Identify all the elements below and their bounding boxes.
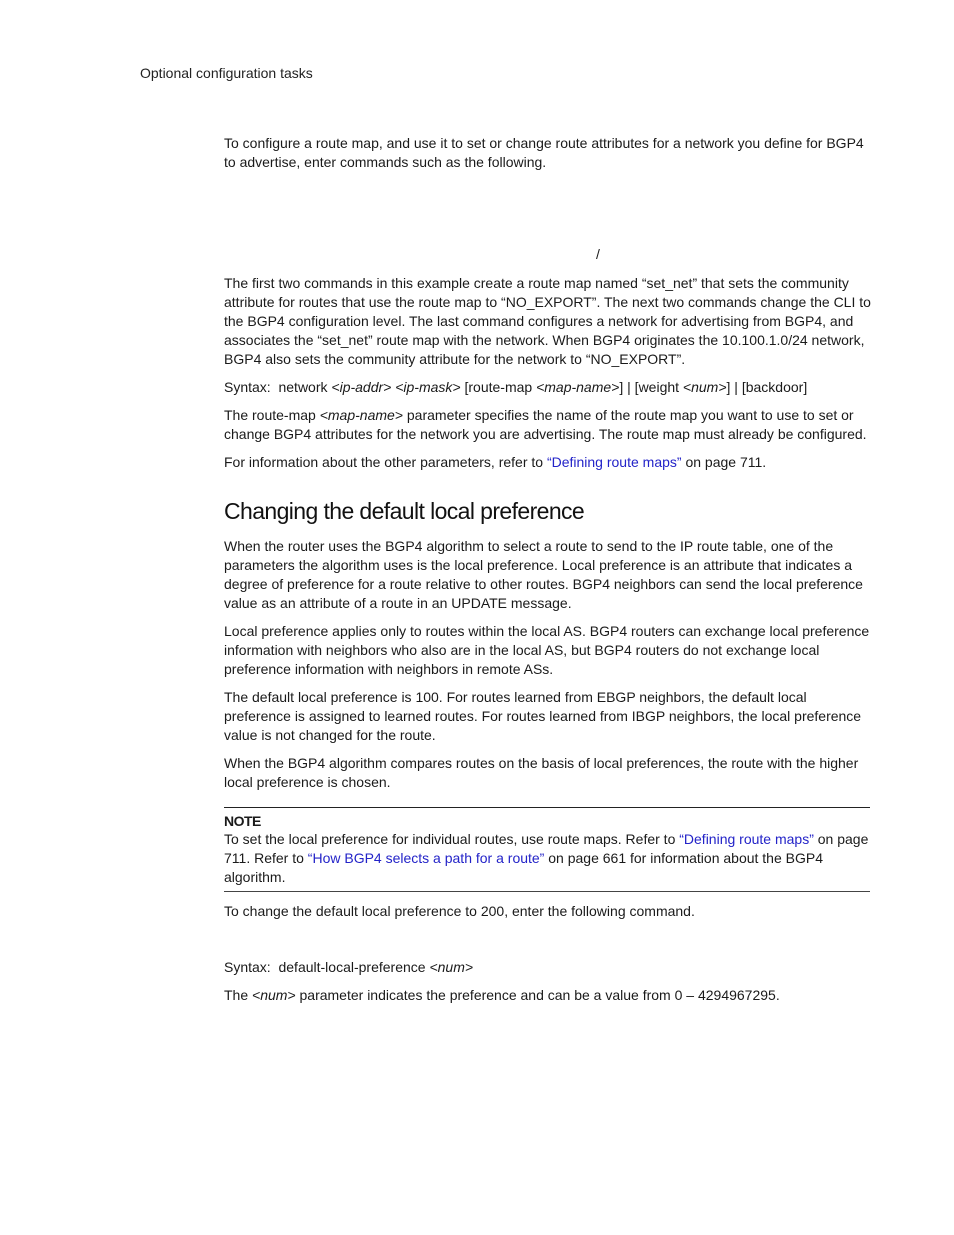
intro-paragraph: To configure a route map, and use it to set or change route attributes for a network you define for BGP4 to advertise, enter commands such as the following. bbox=[224, 135, 864, 170]
text: on page 661 for information about the BGP4 algorithm. bbox=[224, 850, 823, 885]
text: parameter specifies the name of the route map you want to use to set or change BGP4 attributes for the network you are advertising. The route map must already be configured. bbox=[224, 407, 867, 442]
syntax-arg: <ip-addr> bbox=[331, 379, 392, 395]
syntax-arg: <map-name> bbox=[536, 379, 620, 395]
syntax-arg: <num> bbox=[429, 959, 474, 975]
syntax-separator: ] | [ bbox=[726, 379, 746, 395]
syntax-network bbox=[224, 378, 872, 397]
text: The bbox=[224, 987, 249, 1003]
note-bottom-rule bbox=[224, 891, 870, 892]
change-default-paragraph: To change the default local preference to 200, enter the following command. bbox=[224, 903, 695, 919]
cross-reference-link[interactable]: “Defining route maps” bbox=[546, 454, 682, 470]
section-paragraph: When the router uses the BGP4 algorithm to select a route to send to the IP route table, one of the parameters the algorithm uses is the local preference. Local preference is an attribute that indicates a degree of preference for a route relative to other routes. BGP4 neighbors can send the local preference value as an attribute of a route in an UPDATE message. bbox=[224, 538, 863, 611]
note-box bbox=[224, 807, 870, 892]
keyword: route-map bbox=[252, 407, 316, 423]
cross-reference-link[interactable]: “Defining route maps” bbox=[679, 831, 814, 847]
section-paragraph: When the BGP4 algorithm compares routes on the basis of local preferences, the route with the higher local preference is chosen. bbox=[224, 755, 859, 790]
syntax-arg: <ip-mask> bbox=[395, 379, 461, 395]
text: on page 711. Refer to bbox=[224, 831, 869, 866]
info-ref-paragraph bbox=[224, 453, 872, 472]
num-param-paragraph bbox=[224, 986, 872, 1005]
note-top-rule bbox=[224, 807, 870, 808]
syntax-cmd: default-local-preference bbox=[278, 959, 426, 975]
syntax-bracket: [ bbox=[464, 379, 469, 395]
syntax-label: Syntax: bbox=[224, 959, 271, 975]
syntax-cmd: network bbox=[278, 379, 328, 395]
cross-reference-link[interactable]: “How BGP4 selects a path for a route” bbox=[307, 850, 545, 866]
syntax-default-local-preference bbox=[224, 958, 872, 977]
text: The bbox=[224, 407, 249, 423]
syntax-arg: <num> bbox=[682, 379, 727, 395]
text: on page 711. bbox=[685, 454, 767, 470]
syntax-keyword: weight bbox=[638, 379, 680, 395]
section-paragraph: Local preference applies only to routes within the local AS. BGP4 routers can exchange local preference information with neighbors who also are in the local AS, but BGP4 routers do not exchange local preference information with neighbors in remote ASs. bbox=[224, 623, 870, 677]
text: For information about the other parameters, refer to bbox=[224, 454, 544, 470]
syntax-keyword: backdoor bbox=[745, 379, 804, 395]
page-body bbox=[224, 134, 872, 1005]
syntax-label: Syntax: bbox=[224, 379, 271, 395]
routemap-param-paragraph bbox=[224, 406, 872, 444]
section-heading: Changing the default local preference bbox=[224, 498, 585, 524]
text: parameter indicates the preference and can be a value from 0 – 4294967295. bbox=[299, 987, 780, 1003]
code-fragment: / bbox=[596, 246, 600, 262]
syntax-keyword: route-map bbox=[468, 379, 533, 395]
syntax-separator: ] | [ bbox=[619, 379, 639, 395]
running-header: Optional configuration tasks bbox=[140, 65, 313, 81]
explanation-paragraph: The first two commands in this example create a route map named “set_net” that sets the community attribute for routes that use the route map to “NO_EXPORT”. The next two commands change the CLI to the BGP4 configuration level. The last command configures a network for advertising from BGP4, and associates the “set_net” route map with the network. When BGP4 originates the 10.100.1.0/24 network, BGP4 also sets the community attribute for the network to “NO_EXPORT”. bbox=[224, 275, 871, 367]
argument: <map-name> bbox=[319, 407, 403, 423]
note-text bbox=[224, 830, 870, 887]
syntax-bracket: ] bbox=[803, 379, 808, 395]
note-label: NOTE bbox=[224, 813, 261, 829]
section-paragraph: The default local preference is 100. For routes learned from EBGP neighbors, the default local preference is assigned to learned routes. For routes learned from IBGP neighbors, the local preference value is not changed for the route. bbox=[224, 689, 862, 743]
argument: <num> bbox=[252, 987, 296, 1003]
text: To set the local preference for individual routes, use route maps. Refer to bbox=[224, 831, 676, 847]
